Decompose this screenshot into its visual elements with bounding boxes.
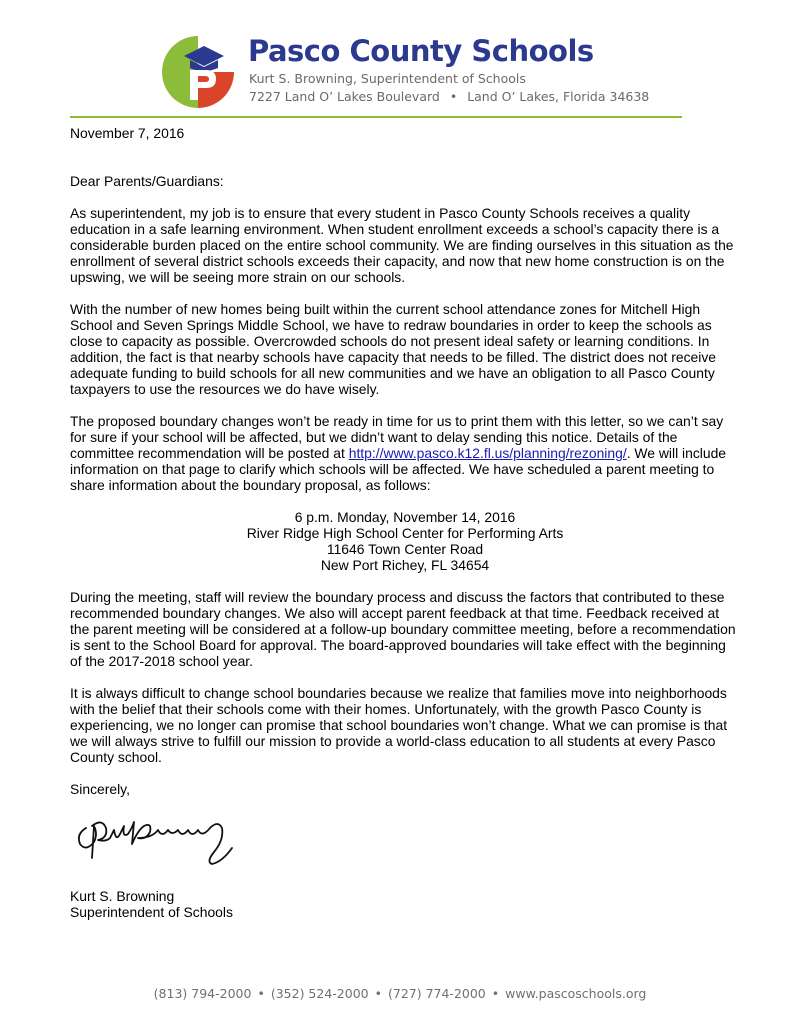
footer-separator: • — [257, 986, 265, 1001]
letterhead — [0, 0, 800, 120]
signer-name: Kurt S. Browning — [70, 888, 175, 904]
paragraph-4: During the meeting, staff will review the boundary process and discuss the factors that contributed to these recommended boundary changes. We also will accept parent feedback at that time. Feedback received at the parent meeting will be considered at a follow-up boundary committee meeting, before a recommendation is sent to the School Board for approval. The board-approved boundaries will take effect with the beginning of the 2017-2018 school year. — [70, 589, 736, 669]
pasco-schools-logo-icon — [160, 34, 236, 110]
paragraph-3-text-a: The proposed boundary changes won’t be ready in time for us to print them with this letter, so we can’t say for sure if your school will be affected, but we didn’t want to delay sending this notice. Details of the committee recommendation will be posted at — [70, 413, 724, 461]
organization-name: Pasco County Schools — [248, 34, 594, 68]
salutation: Dear Parents/Guardians: — [70, 173, 224, 189]
rezoning-link[interactable]: http://www.pasco.k12.fl.us/planning/rezoning/ — [348, 445, 627, 461]
meeting-city: New Port Richey, FL 34654 — [320, 557, 490, 573]
footer-separator: • — [374, 986, 382, 1001]
closing: Sincerely, — [70, 781, 130, 797]
address-city: Land O’ Lakes, Florida 34638 — [467, 89, 650, 104]
letter-date: November 7, 2016 — [70, 125, 185, 141]
letter-body — [70, 125, 740, 797]
meeting-venue: River Ridge High School Center for Performing Arts — [246, 525, 564, 541]
address-street: 7227 Land O’ Lakes Boulevard — [249, 89, 440, 104]
footer-contact — [0, 986, 800, 1001]
paragraph-3-text-b: . We will include information on that page to clarify which schools will be affected. We have scheduled a parent meeting to share information about the boundary proposal, as follows: — [70, 445, 727, 493]
meeting-street: 11646 Town Center Road — [326, 541, 484, 557]
superintendent-line: Kurt S. Browning, Superintendent of Schools — [249, 71, 526, 86]
footer-phone-2: (352) 524-2000 — [270, 986, 369, 1001]
paragraph-2: With the number of new homes being built within the current school attendance zones for Mitchell High School and Seven Springs Middle School, we have to redraw boundaries in order to keep the schools as close to capacity as possible. Overcrowded schools do not present ideal safety or learning conditions. In addition, the fact is that nearby schools have capacity that needs to be filled. The district does not receive adequate funding to build schools for all new communities and we have an obligation to all Pasco County taxpayers to use the resources we do have wisely. — [70, 301, 717, 397]
footer-phone-1: (813) 794-2000 — [153, 986, 252, 1001]
footer-phone-3: (727) 774-2000 — [387, 986, 486, 1001]
signer-block — [70, 888, 233, 920]
paragraph-5: It is always difficult to change school boundaries because we realize that families move into neighborhoods with the belief that their schools come with their homes. Unfortunately, with the growth Pasco County is experiencing, we no longer can promise that school boundaries won’t change. What we can promise is that we will always strive to fulfill our mission to provide a world-class education to all students at every Pasco County school. — [70, 685, 728, 765]
paragraph-3 — [70, 413, 740, 493]
letterhead-divider — [70, 116, 682, 118]
meeting-details — [70, 509, 740, 573]
address-line — [249, 89, 649, 104]
footer-separator: • — [491, 986, 500, 1001]
paragraph-1: As superintendent, my job is to ensure that every student in Pasco County Schools receives a quality education in a safe learning environment. When student enrollment exceeds a school’s capacity there is a considerable burden placed on the entire school community. We are finding ourselves in this situation as the enrollment of several district schools exceeds their capacity, and now that new home construction is on the upswing, we will be seeing more strain on our schools. — [70, 205, 734, 285]
signer-title: Superintendent of Schools — [70, 904, 233, 920]
footer-website: www.pascoschools.org — [505, 986, 647, 1001]
address-separator: • — [449, 89, 458, 104]
handwritten-signature-icon — [72, 808, 252, 872]
meeting-time: 6 p.m. Monday, November 14, 2016 — [294, 509, 516, 525]
